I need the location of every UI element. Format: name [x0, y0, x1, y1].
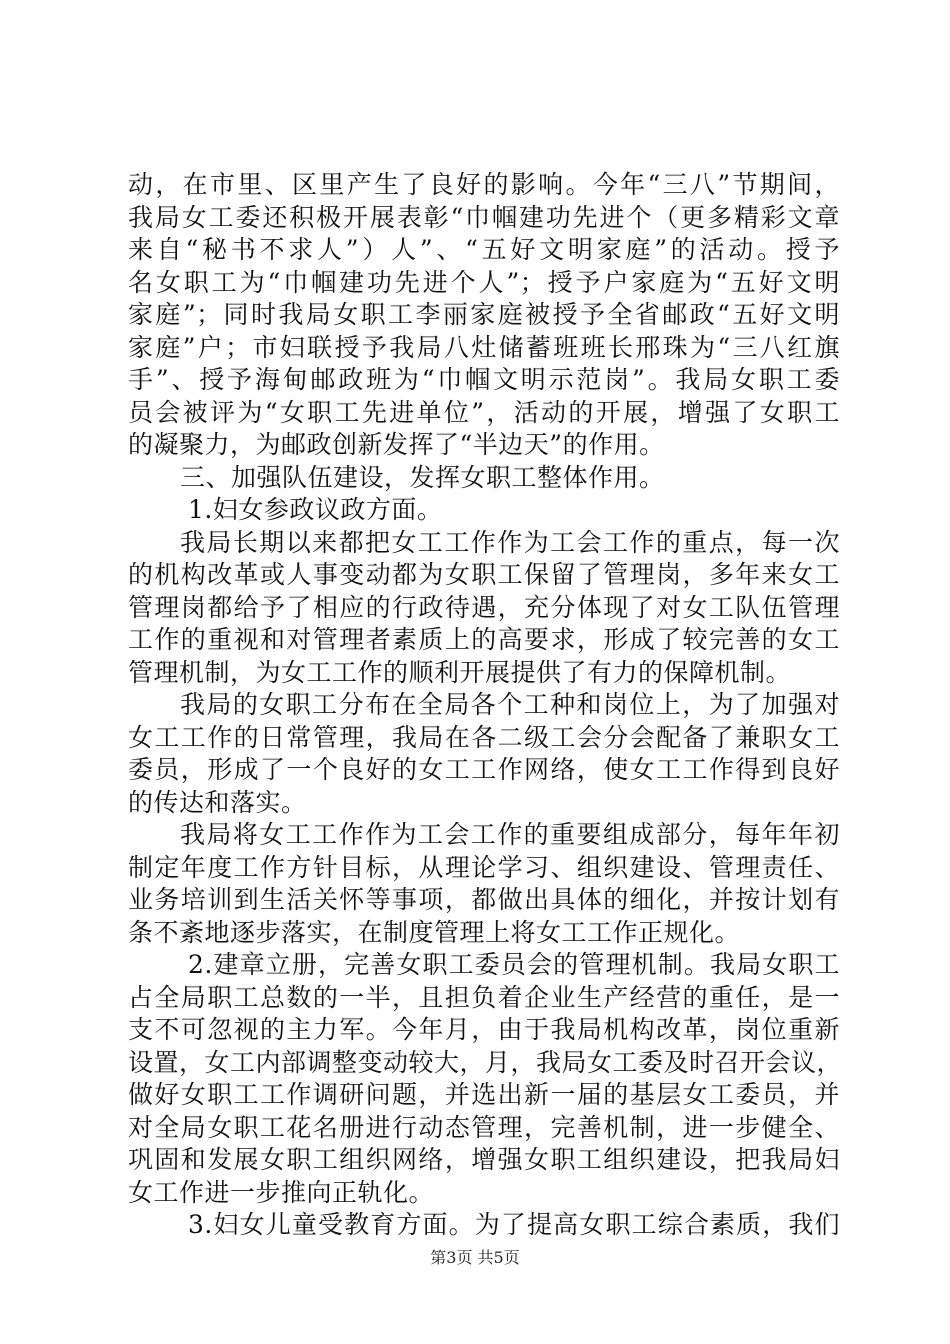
text-line: 女工作进一步推向正轨化。 [128, 1177, 435, 1207]
text-line: 名女职工为“巾帼建功先进个人”；授予户家庭为“五好文明 [128, 267, 840, 297]
text-line: 占全局职工总数的一半，且担负着企业生产经营的重任，是一 [128, 982, 840, 1012]
text-line: 做好女职工工作调研问题，并选出新一届的基层女工委员，并 [128, 1080, 840, 1109]
text-line: 管理机制，为女工工作的顺利开展提供了有力的保障机制。 [128, 657, 792, 687]
section-heading: 三、加强队伍建设，发挥女职工整体作用。 [180, 462, 665, 492]
text-line: 我局的女职工分布在全局各个工种和岗位上，为了加强对 [180, 690, 840, 719]
page-footer: 第3页 共5页 [430, 1248, 520, 1267]
text-line: 家庭”；同时我局女职工李丽家庭被授予全省邮政“五好文明 [128, 300, 840, 329]
text-line: 3.妇女儿童受教育方面。为了提高女职工综合素质，我们 [188, 1210, 840, 1239]
text-line: 我局长期以来都把女工工作作为工会工作的重点，每一次 [180, 527, 840, 557]
text-line: 设置，女工内部调整变动较大，月，我局女工委及时召开会议， [128, 1047, 843, 1077]
text-line: 管理岗都给予了相应的行政待遇，充分体现了对女工队伍管理 [128, 592, 840, 622]
text-line: 来自“秘书不求人”）人”、“五好文明家庭”的活动。授予 [128, 235, 840, 264]
text-line: 2.建章立册，完善女职工委员会的管理机制。我局女职工 [188, 950, 840, 979]
text-line: 的传达和落实。 [128, 787, 307, 817]
text-line: 条不紊地逐步落实，在制度管理上将女工工作正规化。 [128, 917, 741, 947]
text-line: 巩固和发展女职工组织网络，增强女职工组织建设，把我局妇 [128, 1145, 840, 1174]
text-line: 的机构改革或人事变动都为女职工保留了管理岗，多年来女工 [128, 560, 840, 589]
text-line: 支不可忽视的主力军。今年月，由于我局机构改革，岗位重新 [128, 1015, 840, 1044]
subsection-heading: 1.妇女参政议政方面。 [188, 495, 443, 524]
text-line: 我局女工委还积极开展表彰“巾帼建功先进个（更多精彩文章 [128, 202, 840, 232]
text-line: 家庭”户；市妇联授予我局八灶储蓄班班长邢珠为“三八红旗 [128, 332, 840, 362]
text-line: 业务培训到生活关怀等事项，都做出具体的细化，并按计划有 [128, 885, 840, 914]
text-line: 对全局女职工花名册进行动态管理，完善机制，进一步健全、 [128, 1112, 840, 1142]
text-line: 制定年度工作方针目标，从理论学习、组织建设、管理责任、 [128, 852, 840, 882]
text-line: 手”、授予海甸邮政班为“巾帼文明示范岗”。我局女职工委 [128, 365, 840, 394]
text-line: 的凝聚力，为邮政创新发挥了“半边天”的作用。 [128, 430, 665, 459]
text-line: 我局将女工工作作为工会工作的重要组成部分，每年年初 [180, 820, 840, 849]
text-line: 委员，形成了一个良好的女工工作网络，使女工工作得到良好 [128, 755, 840, 784]
text-line: 工作的重视和对管理者素质上的高要求，形成了较完善的女工 [128, 625, 840, 654]
document-body [128, 169, 843, 1242]
text-line: 动，在市里、区里产生了良好的影响。今年“三八”节期间， [128, 170, 840, 199]
text-line: 女工工作的日常管理，我局在各二级工会分会配备了兼职女工 [128, 722, 840, 752]
text-line: 员会被评为“女职工先进单位”，活动的开展，增强了女职工 [128, 397, 840, 427]
